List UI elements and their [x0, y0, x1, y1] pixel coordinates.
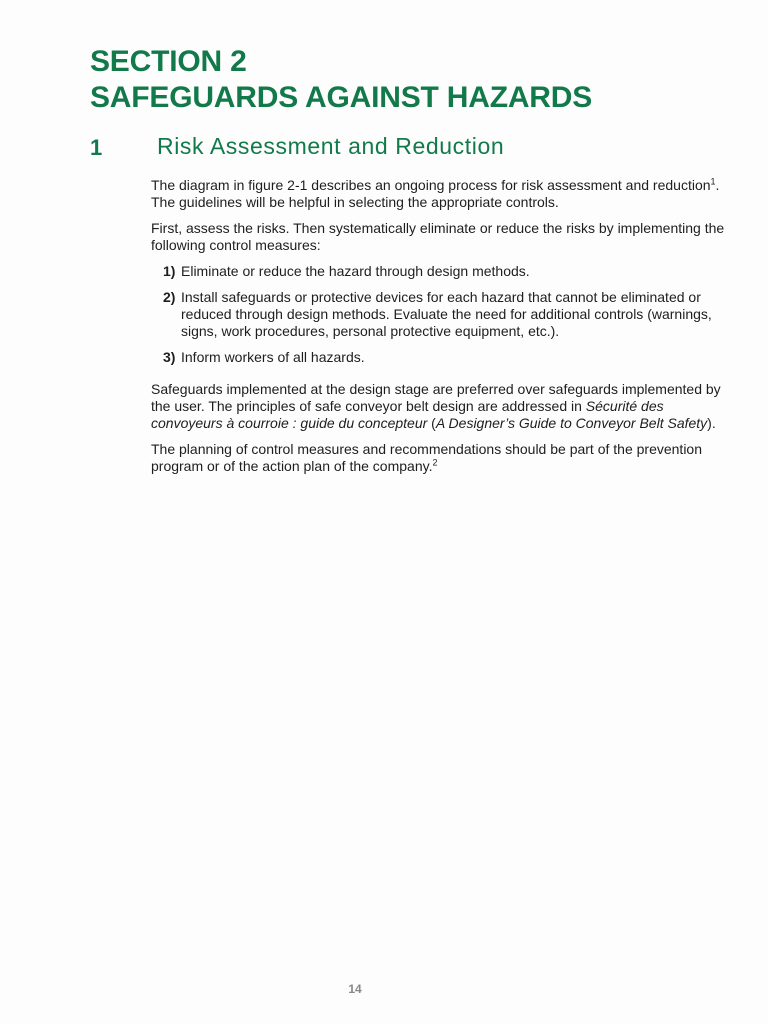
- paragraph-design-stage-b: (: [427, 415, 436, 431]
- page-number: 14: [348, 982, 362, 996]
- guide-title-french: Sécurité des convoyeurs à courroie : guide du concepteur: [151, 398, 664, 431]
- footnote-ref-2: 2: [432, 457, 438, 468]
- list-item-number: 2): [163, 289, 176, 305]
- paragraph-design-stage: [151, 381, 726, 432]
- subsection-number: 1: [90, 135, 103, 160]
- control-measures-list: [151, 263, 726, 366]
- list-item: [151, 349, 726, 366]
- section-heading: [90, 44, 592, 116]
- list-item-text: Install safeguards or protective devices for each hazard that cannot be eliminated or reduced through design methods. Evaluate the need for additional controls (warnings, signs, work procedures, personal protective equipment, etc.).: [181, 289, 712, 339]
- section-title: SAFEGUARDS AGAINST HAZARDS: [90, 81, 593, 114]
- section-label: SECTION 2: [90, 45, 247, 78]
- list-item-number: 3): [163, 349, 176, 365]
- paragraph-intro-tail: . The guidelines will be helpful in selecting the appropriate controls.: [151, 177, 720, 210]
- list-item-text: Eliminate or reduce the hazard through design methods.: [181, 263, 530, 279]
- list-item: [151, 263, 726, 280]
- list-item-text: Inform workers of all hazards.: [181, 349, 365, 365]
- paragraph-design-stage-c: ).: [707, 415, 716, 431]
- footnote-ref-1: 1: [710, 176, 716, 187]
- paragraph-planning: [151, 441, 726, 475]
- paragraph-intro-text: The diagram in figure 2-1 describes an ongoing process for risk assessment and reduction: [151, 177, 711, 193]
- body-text: [151, 177, 726, 484]
- guide-title-english: A Designer’s Guide to Conveyor Belt Safety: [435, 415, 708, 431]
- paragraph-intro: [151, 177, 726, 211]
- paragraph-assess: First, assess the risks. Then systematically eliminate or reduce the risks by implementing the following control measures:: [151, 220, 725, 253]
- paragraph-planning-text: The planning of control measures and recommendations should be part of the prevention program or of the action plan of the company.: [151, 441, 703, 474]
- paragraph-design-stage-a: Safeguards implemented at the design stage are preferred over safeguards implemented by the user. The principles of safe conveyor belt design are addressed in: [151, 381, 721, 414]
- list-item: [151, 289, 726, 340]
- subsection-title: Risk Assessment and Reduction: [157, 133, 505, 159]
- list-item-number: 1): [163, 263, 176, 279]
